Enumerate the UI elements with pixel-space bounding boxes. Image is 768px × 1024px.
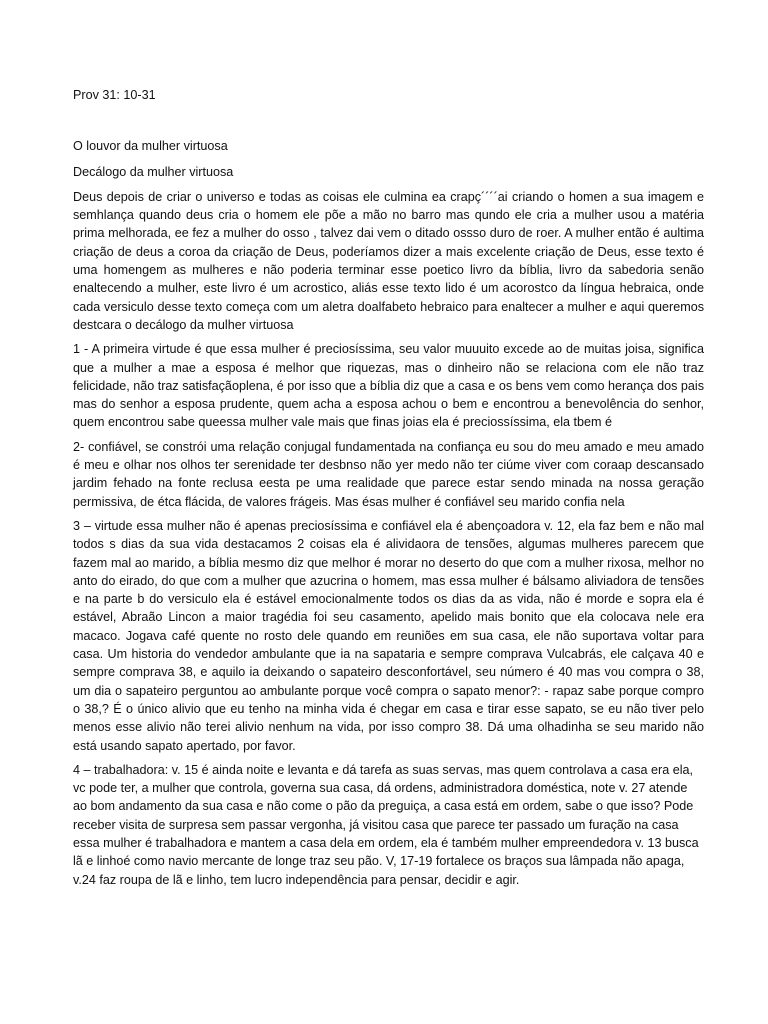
page-title: O louvor da mulher virtuosa bbox=[73, 139, 228, 154]
document-page bbox=[73, 86, 704, 895]
paragraph-virtue-3: 3 – virtude essa mulher não é apenas preciosíssima e confiável ela é abençoadora v. 12, ela faz bem e não mal todos s dias da sua vida destacamos 2 coisas ela é alividaora de tensões, algumas mulheres parecem que fazem mal ao marido, a bíblia mesmo diz que melhor é morar no deserto do que com a mulher rixosa, melhor no anto do eirado, do que com a mulher que azucrina o homem, mas essa mulher é bálsamo aliviadora de tensões e na parte b do versiculo ela é estável emocionalmente todos os dias da as vida, não é morde e sopra ela é estável, Abraão Lincon a maior tragédia foi seu casamento, apelido mais bonito que ela colocava nele era macaco. Jogava café quente no rosto dele quando em reuniões em sua casa, ele não suportava voltar para casa. Um historia do vendedor ambulante que ia na sapataria e sempre comprava Vulcabrás, ele calçava 40 e sempre comprava 38, e aquilo ia deixando o sapateiro desconfortável, seu número é 40 mas vou compra o 38, um dia o sapateiro perguntou ao ambulante porque você compra o sapato menor?: - rapaz sabe porque compro o 38,? É o único alivio que eu tenho na minha vida é chegar em casa e tirar esse sapato, se eu não tiver pelo menos esse alivio não terei alivio nenhum na vida, por isso compro 38. Dá uma olhadinha se seu marido não está usando sapato apertado, por favor. bbox=[73, 518, 704, 753]
paragraph-virtue-4: 4 – trabalhadora: v. 15 é ainda noite e levanta e dá tarefa as suas servas, mas quem controlava a casa era ela, vc pode ter, a mulher que controla, governa sua casa, dá ordens, administradora doméstica, note v. 27 atende ao bom andamento da sua casa e não come o pão da preguiça, a casa está em ordem, sabe o que isso? Pode receber visita de surpresa sem passar vergonha, já visitou casa que parece ter passado um furação na casa essa mulher é trabalhadora e mantem a casa dela em ordem, ela é também mulher empreendedora v. 13 busca lã e linhoé como navio mercante de longe traz seu pão. V, 17-19 fortalece os braços sua lâmpada não apaga, v.24 faz roupa de lã e linho, tem lucro independência para pensar, decidir e agir. bbox=[73, 762, 699, 887]
bible-reference: Prov 31: 10-31 bbox=[73, 88, 156, 102]
paragraph-virtue-1: 1 - A primeira virtude é que essa mulher é preciosíssima, seu valor muuuito excede ao de muitas joisa, significa que a mulher a mae a esposa é melhor que riquezas, mas o dinheiro não se relaciona com ele não traz felicidade, não traz satisfaçãoplena, é por isso que a bíblia diz que a casa e os bens vem como herança dos pais mas do senhor a esposa prudente, quem acha a esposa achou o bem e encontrou a benevolência do senhor, quem encontrou sabe queessa mulher vale mais que finas joias ela é preciossíssima, ela tbem é bbox=[73, 342, 704, 430]
paragraph-intro: Deus depois de criar o universo e todas as coisas ele culmina ea crapç´´´´ai criando o homen a sua imagem e semhlança quando deus cria o homem ele põe a mão no barro mas qundo ele cria a mulher usou a matéria prima melhorada, ee fez a mulher do osso , talvez dai vem o ditado ossso duro de roer. A mulher então é aultima criação de deus a coroa da criação de Deus, poderíamos dizer a mais excelente criação de Deus, esse texto é uma homengem as mulheres e não poderia terminar esse poetico livro da bíblia, livro da sabedoria senão enaltecendo a mulher, este livro é um acrostico, aliás esse texto lido é um acorostco da língua hebraica, onde cada versiculo desse texto começa com um aletra doalfabeto hebraico para enaltecer a mulher e aqui queremos destcara o decálogo da mulher virtuosa bbox=[73, 189, 704, 332]
paragraph-virtue-2: 2- confiável, se constrói uma relação conjugal fundamentada na confiança eu sou do meu amado e meu amado é meu e olhar nos olhos ter serenidade ter desbnso não yer medo não ter ciúme viver com coraap descansado jardim fehado na fonte reclusa eesta pe uma realidade que parece estar sendo minada na nossa geração permissiva, de étca flácida, de valores frágeis. Mas ésas mulher é confiável seu marido confia nela bbox=[73, 439, 704, 509]
page-subtitle: Decálogo da mulher virtuosa bbox=[73, 164, 234, 179]
